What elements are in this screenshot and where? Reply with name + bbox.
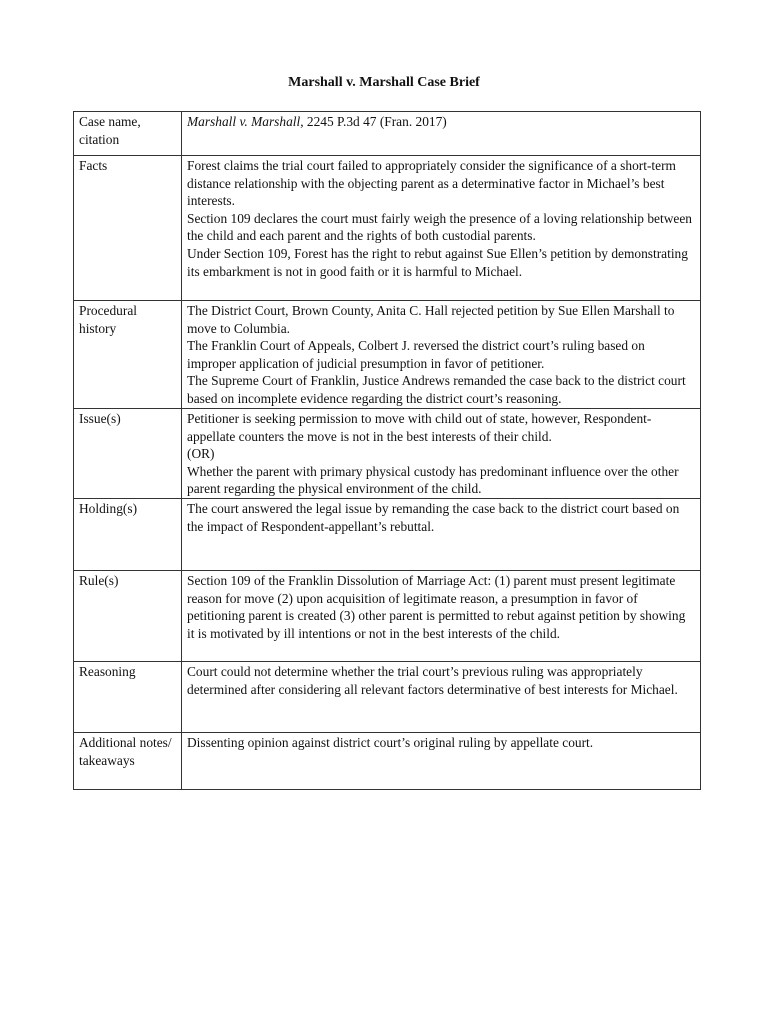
table-row-additional-notes	[74, 733, 701, 790]
page-title: Marshall v. Marshall Case Brief	[288, 75, 480, 90]
row-content-facts	[182, 156, 701, 301]
procedural-history-paragraph: The Franklin Court of Appeals, Colbert J. reversed the district court’s ruling based on improper application of judicial presumption in favor of petitioner.	[187, 338, 645, 371]
table-row-procedural-history	[74, 301, 701, 409]
row-label-issues: Issue(s)	[74, 409, 182, 499]
facts-paragraph: Forest claims the trial court failed to appropriately consider the significance of a short-term distance relationship with the objecting parent as a determinative factor in Michael’s best interests.	[187, 158, 676, 209]
facts-paragraph: Under Section 109, Forest has the right to rebut against Sue Ellen’s petition by demonstrating its embarkment is not in good faith or it is harmful to Michael.	[187, 245, 688, 279]
row-content-rules	[182, 571, 701, 662]
row-content-issues	[182, 409, 701, 499]
row-label-facts: Facts	[74, 156, 182, 301]
row-label-reasoning: Reasoning	[74, 662, 182, 733]
case-name-italic: Marshall v. Marshall	[187, 114, 301, 129]
row-content-procedural-history	[182, 301, 701, 409]
table-row-holdings	[74, 499, 701, 571]
table-row-rules	[74, 571, 701, 662]
row-content-holdings	[182, 499, 701, 571]
row-label-rules: Rule(s)	[74, 571, 182, 662]
table-row-facts	[74, 156, 701, 301]
procedural-history-paragraph: The Supreme Court of Franklin, Justice Andrews remanded the case back to the district court based on incomplete evidence regarding the district court’s reasoning.	[187, 373, 686, 406]
row-label-holdings: Holding(s)	[74, 499, 182, 571]
issues-paragraph: (OR)	[187, 446, 215, 462]
facts-paragraph: Section 109 declares the court must fairly weigh the presence of a loving relationship between the child and each parent and the rights of both custodial parents.	[187, 210, 692, 244]
procedural-history-paragraph: The District Court, Brown County, Anita C. Hall rejected petition by Sue Ellen Marshall to move to Columbia.	[187, 303, 675, 336]
case-citation: , 2245 P.3d 47 (Fran. 2017)	[300, 114, 447, 129]
table-row-case-name	[74, 112, 701, 156]
row-content-reasoning	[182, 662, 701, 733]
issues-paragraph: Petitioner is seeking permission to move with child out of state, however, Respondent-appellate counters the move is not in the best interests of their child.	[187, 411, 652, 444]
issues-paragraph: Whether the parent with primary physical custody has predominant influence over the other parent regarding the physical environment of the child.	[187, 463, 679, 497]
row-content-additional-notes	[182, 733, 701, 790]
rules-paragraph: Section 109 of the Franklin Dissolution of Marriage Act: (1) parent must present legitimate reason for move (2) upon acquisition of legitimate reason, a presumption in favor of petitioning parent is created (3) other parent is permitted to rebut against petition by showing it is motivated by ill intentions or not in the best interests of the child.	[187, 573, 686, 641]
holdings-paragraph: The court answered the legal issue by remanding the case back to the district court based on the impact of Respondent-appellant’s rebuttal.	[187, 501, 680, 534]
table-row-reasoning	[74, 662, 701, 733]
row-content-case-name	[182, 112, 701, 156]
table-row-issues	[74, 409, 701, 499]
row-label-procedural-history: Procedural history	[74, 301, 182, 409]
row-label-additional-notes: Additional notes/ takeaways	[74, 733, 182, 790]
row-label-case-name: Case name, citation	[74, 112, 182, 156]
additional-notes-paragraph: Dissenting opinion against district court’s original ruling by appellate court.	[187, 735, 594, 750]
case-brief-table	[73, 111, 701, 790]
reasoning-paragraph: Court could not determine whether the trial court’s previous ruling was appropriately determined after considering all relevant factors determinative of best interests for Michael.	[187, 664, 678, 697]
